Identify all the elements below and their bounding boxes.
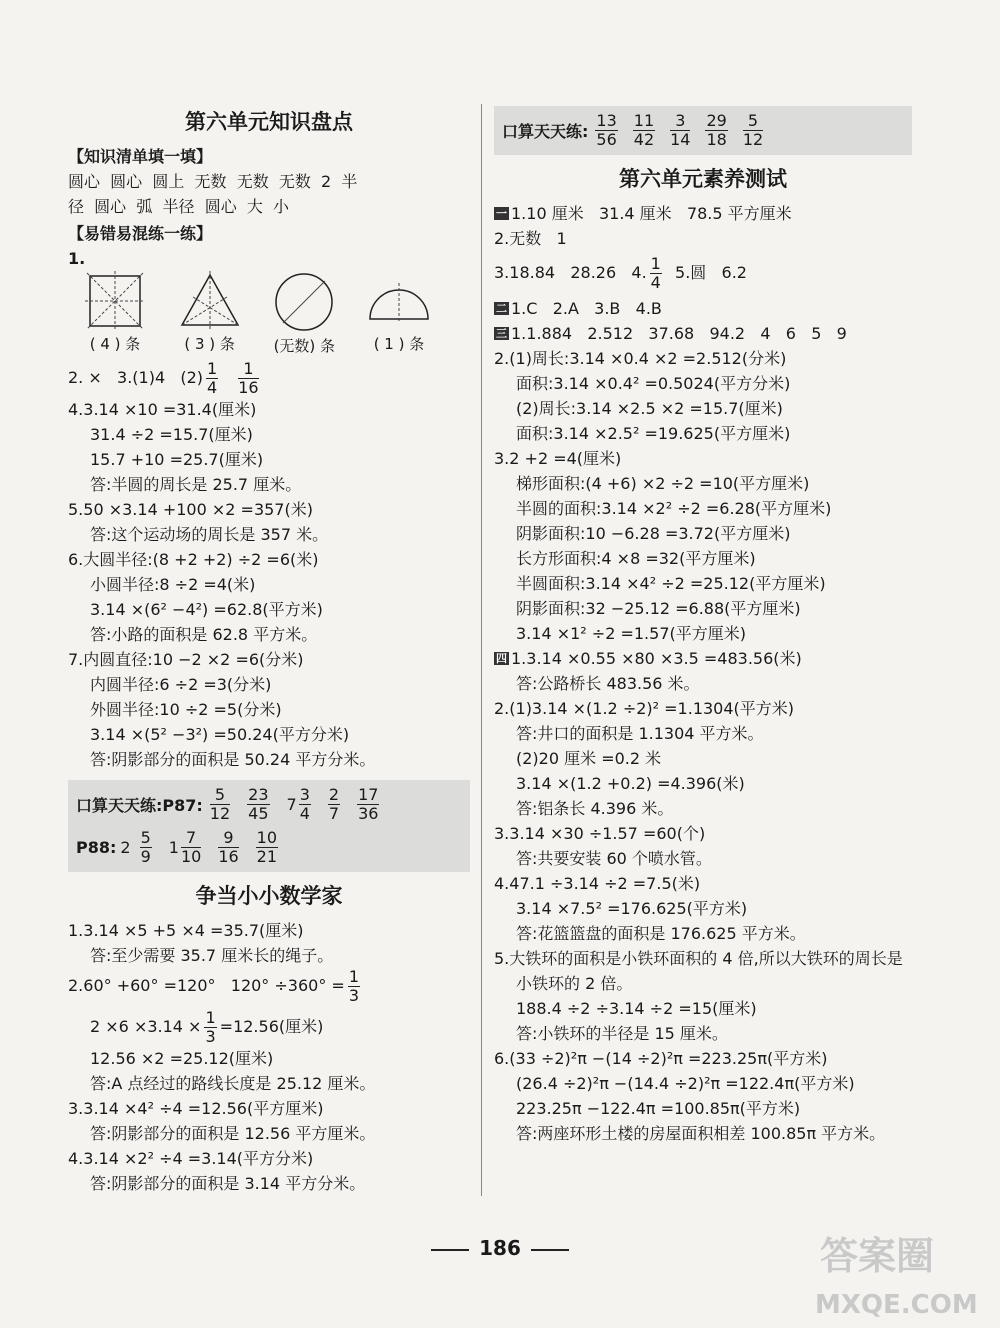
- fraction: $\frac{7}{10}$: [180, 828, 202, 866]
- answer-line: 3.18.84 28.26 4. $\frac{1}{4}$ 5.圆 6.2: [494, 254, 747, 292]
- answer-line: 3.14 ×(6² −4²) =62.8(平方米): [90, 600, 323, 619]
- answer-line: 3.14 ×1² ÷2 =1.57(平方厘米): [516, 624, 746, 643]
- answer-line: 1.3.14 ×5 +5 ×4 =35.7(厘米): [68, 921, 304, 940]
- section-title-math-challenge: 争当小小数学家: [195, 883, 343, 908]
- circle-icon: [273, 271, 335, 333]
- column-divider: [481, 104, 482, 1196]
- answer-line: 7.内圆直径:10 −2 ×2 =6(分米): [68, 650, 304, 669]
- answer-line: 答:花篮篮盘的面积是 176.625 平方米。: [516, 924, 806, 943]
- oral-row-p88: [76, 829, 462, 866]
- oral-row-p87: [76, 786, 462, 823]
- fraction: $\frac{2}{7}$: [328, 785, 340, 823]
- fraction: $\frac{29}{18}$: [706, 111, 727, 149]
- part-marker: 二: [496, 302, 507, 315]
- shape-caption: ( 3 ) 条: [184, 335, 235, 353]
- answer-line: 5.50 ×3.14 +100 ×2 =357(米): [68, 500, 313, 519]
- answer-line: 3.14 ×(1.2 +0.2) =4.396(米): [516, 774, 745, 793]
- answer-line: 答:井口的面积是 1.1304 平方米。: [516, 724, 764, 743]
- section-title-unit6-review: 第六单元知识盘点: [185, 109, 353, 134]
- answer-line: 3.2 +2 =4(厘米): [494, 449, 622, 468]
- right-column: [494, 100, 912, 1146]
- semicircle-icon: [366, 271, 432, 331]
- semicircle-figure: [356, 271, 442, 356]
- answer-line: 6.(33 ÷2)²π −(14 ÷2)²π =223.25π(平方米): [494, 1049, 828, 1068]
- fraction: $\frac{5}{12}$: [209, 785, 231, 823]
- watermark-url: MXQE.COM: [815, 1290, 978, 1320]
- answer-line: 四 1.3.14 ×0.55 ×80 ×3.5 =483.56(米): [496, 649, 802, 668]
- answer-line: 外圆半径:10 ÷2 =5(分米): [90, 700, 282, 719]
- answer-line: 答:阴影部分的面积是 50.24 平方分米。: [90, 750, 376, 769]
- left-column: [68, 100, 470, 1196]
- triangle-icon: [177, 271, 243, 331]
- answer-line: (26.4 ÷2)²π −(14.4 ÷2)²π =122.4π(平方米): [516, 1074, 855, 1093]
- answer-line: 5.大铁环的面积是小铁环面积的 4 倍,所以大铁环的周长是小铁环的 2 倍。: [494, 949, 903, 993]
- answer-line: 圆心 圆心 圆上 无数 无数 无数 2 半: [68, 172, 358, 191]
- answer-line: 答:两座环形土楼的房屋面积相差 100.85π 平方米。: [516, 1124, 886, 1143]
- fraction: $\frac{9}{16}$: [218, 828, 239, 866]
- answer-line: 三 1.1.884 2.512 37.68 94.2 4 6 5 9: [496, 324, 847, 343]
- answer-line: 31.4 ÷2 =15.7(厘米): [90, 425, 253, 444]
- answer-line: 答:小铁环的半径是 15 厘米。: [516, 1024, 728, 1043]
- answer-line: [68, 360, 470, 397]
- answer-line: 阴影面积:10 −6.28 =3.72(平方厘米): [516, 524, 791, 543]
- square-icon: [85, 271, 145, 331]
- fraction: $\frac{17}{36}$: [358, 785, 379, 823]
- answer-line: 二 1.C 2.A 3.B 4.B: [496, 299, 662, 318]
- answer-line: 答:半圆的周长是 25.7 厘米。: [90, 475, 302, 494]
- answer-line: 答:公路桥长 483.56 米。: [516, 674, 700, 693]
- watermark-logo: 答案圈: [820, 1234, 935, 1278]
- fraction: $\frac{1}{3}$: [205, 1008, 216, 1046]
- answer-line: 面积:3.14 ×2.5² =19.625(平方厘米): [516, 424, 791, 443]
- oral-label: P88:: [76, 838, 117, 857]
- answer-line: 答:共要安装 60 个喷水管。: [516, 849, 712, 868]
- answer-text: 2. × 3.(1)4 (2): [68, 368, 204, 387]
- circle-figure: [261, 271, 347, 356]
- mixed-whole: 1: [168, 838, 179, 857]
- answer-line: 答:阴影部分的面积是 3.14 平方分米。: [90, 1174, 366, 1193]
- part-marker: 四: [496, 652, 507, 665]
- fraction: $\frac{5}{12}$: [742, 111, 764, 149]
- oral-label: 口算天天练:: [502, 122, 589, 141]
- answer-line: 答:至少需要 35.7 厘米长的绳子。: [90, 946, 334, 965]
- answer-line: (2)20 厘米 =0.2 米: [516, 749, 662, 768]
- answer-line: 阴影面积:32 −25.12 =6.88(平方厘米): [516, 599, 801, 618]
- triangle-figure: [167, 271, 253, 356]
- answer-line: 15.7 +10 =25.7(厘米): [90, 450, 264, 469]
- answer-line: 半圆的面积:3.14 ×2² ÷2 =6.28(平方厘米): [516, 499, 832, 518]
- answer-line: 2.(1)3.14 ×(1.2 ÷2)² =1.1304(平方米): [494, 699, 795, 718]
- fraction: $\frac{3}{4}$: [299, 785, 310, 823]
- oral-label: 口算天天练:P87:: [76, 796, 203, 815]
- answer-line: 3.14 ×7.5² =176.625(平方米): [516, 899, 748, 918]
- fraction: $\frac{1}{16}$: [238, 359, 259, 397]
- answer-line: 答:A 点经过的路线长度是 25.12 厘米。: [90, 1074, 376, 1093]
- answer-line: 6.大圆半径:(8 +2 +2) ÷2 =6(米): [68, 550, 319, 569]
- fraction: $\frac{23}{45}$: [248, 785, 269, 823]
- shape-caption: (无数) 条: [273, 337, 336, 355]
- mixed-whole: 7: [286, 795, 297, 814]
- oral-row: [502, 112, 904, 149]
- answer-line: 2.无数 1: [494, 229, 567, 248]
- symmetry-shapes: [72, 271, 442, 356]
- answer-line: 12.56 ×2 =25.12(厘米): [90, 1049, 274, 1068]
- answer-line: 答:小路的面积是 62.8 平方米。: [90, 625, 318, 644]
- oral-practice-box-right: [494, 106, 912, 155]
- fraction: $\frac{13}{56}$: [596, 111, 617, 149]
- answer-line: 答:这个运动场的周长是 357 米。: [90, 525, 329, 544]
- question-number: 1.: [68, 249, 86, 268]
- answer-line: 小圆半径:8 ÷2 =4(米): [90, 575, 256, 594]
- shape-caption: ( 4 ) 条: [89, 335, 141, 353]
- subsection-label-fill: 【知识清单填一填】: [68, 147, 213, 166]
- page-number: 186: [0, 1236, 1000, 1260]
- answer-line: 一 1.10 厘米 31.4 厘米 78.5 平方厘米: [496, 204, 792, 223]
- answer-line: 3.3.14 ×4² ÷4 =12.56(平方厘米): [68, 1099, 324, 1118]
- answer-line: 答:阴影部分的面积是 12.56 平方厘米。: [90, 1124, 376, 1143]
- shape-caption: ( 1 ) 条: [373, 335, 425, 353]
- answer-line: 3.3.14 ×30 ÷1.57 =60(个): [494, 824, 706, 843]
- answer-line: 3.14 ×(5² −3²) =50.24(平方分米): [90, 725, 350, 744]
- oral-value: 2: [120, 838, 131, 857]
- answer-line: 面积:3.14 ×0.4² =0.5024(平方分米): [516, 374, 791, 393]
- answer-line: 长方形面积:4 ×8 =32(平方厘米): [516, 549, 756, 568]
- fraction: $\frac{3}{14}$: [670, 111, 691, 149]
- fraction: $\frac{1}{4}$: [207, 359, 218, 397]
- fraction: $\frac{11}{42}$: [633, 111, 655, 149]
- subsection-label-practice: 【易错易混练一练】: [68, 224, 213, 243]
- square-figure: [72, 271, 158, 356]
- answer-line: 2 ×6 ×3.14 × $\frac{1}{3}$ =12.56(厘米): [90, 1008, 324, 1046]
- answer-line: 径 圆心 弧 半径 圆心 大 小: [68, 197, 290, 216]
- fraction: $\frac{1}{4}$: [650, 254, 661, 292]
- answer-line: 4.3.14 ×10 =31.4(厘米): [68, 400, 257, 419]
- answer-line: 4.3.14 ×2² ÷4 =3.14(平方分米): [68, 1149, 314, 1168]
- answer-line: 内圆半径:6 ÷2 =3(分米): [90, 675, 272, 694]
- answer-line: 188.4 ÷2 ÷3.14 ÷2 =15(厘米): [516, 999, 757, 1018]
- answer-line: 半圆面积:3.14 ×4² ÷2 =25.12(平方厘米): [516, 574, 826, 593]
- fraction: $\frac{5}{9}$: [140, 828, 151, 866]
- section-title-unit6-test: 第六单元素养测试: [619, 166, 787, 191]
- answer-line: 223.25π −122.4π =100.85π(平方米): [516, 1099, 801, 1118]
- answer-line: 2.(1)周长:3.14 ×0.4 ×2 =2.512(分米): [494, 349, 787, 368]
- part-marker: 三: [496, 327, 507, 340]
- answer-line: 答:铝条长 4.396 米。: [516, 799, 674, 818]
- answer-line: (2)周长:3.14 ×2.5 ×2 =15.7(厘米): [516, 399, 783, 418]
- answer-line: 梯形面积:(4 +6) ×2 ÷2 =10(平方厘米): [516, 474, 810, 493]
- oral-practice-box: [68, 780, 470, 872]
- fraction: $\frac{10}{21}$: [256, 828, 278, 866]
- part-marker: 一: [496, 207, 507, 220]
- answer-line: 4.47.1 ÷3.14 ÷2 =7.5(米): [494, 874, 701, 893]
- answer-line: 2.60° +60° =120° 120° ÷360° = $\frac{1}{3}$: [68, 967, 360, 1005]
- fraction: $\frac{1}{3}$: [348, 967, 360, 1005]
